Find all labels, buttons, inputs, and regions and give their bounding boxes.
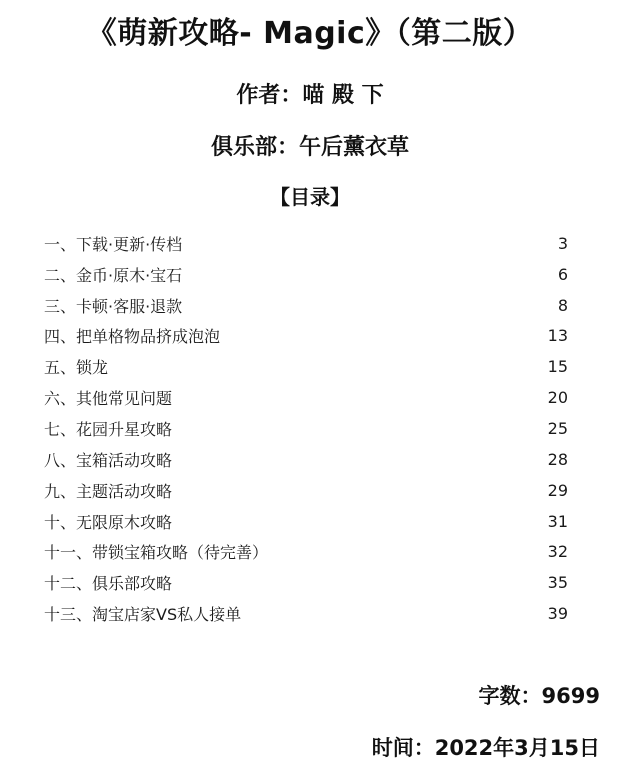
toc-entry-title: 十、无限原木攻略 bbox=[44, 512, 173, 532]
toc-entry bbox=[44, 228, 568, 259]
toc-entry-title: 六、其他常见问题 bbox=[44, 389, 173, 409]
publish-date: 时间：2022年3月15日 bbox=[371, 736, 600, 760]
toc-entry bbox=[44, 567, 568, 598]
toc-entry-title: 十二、俱乐部攻略 bbox=[44, 574, 173, 594]
toc-entry-page: 20 bbox=[547, 388, 568, 408]
toc-entry bbox=[44, 444, 568, 475]
toc-entry bbox=[44, 598, 568, 629]
document-title: 《萌新攻略- Magic》（第二版） bbox=[86, 16, 534, 51]
toc-entry-title: 八、宝箱活动攻略 bbox=[44, 450, 173, 470]
toc-entry bbox=[44, 413, 568, 444]
toc-entry-title: 九、主题活动攻略 bbox=[44, 481, 173, 501]
toc-entry-page: 25 bbox=[547, 418, 568, 438]
toc-entry-page: 32 bbox=[547, 542, 568, 562]
toc-entry bbox=[44, 351, 568, 382]
toc-entry-page: 35 bbox=[547, 573, 568, 593]
toc-entry-page: 8 bbox=[557, 295, 568, 315]
toc-entry-page: 31 bbox=[547, 511, 568, 531]
toc-entry-page: 6 bbox=[557, 264, 568, 284]
toc-entry-title: 四、把单格物品挤成泡泡 bbox=[44, 327, 221, 347]
toc-entry bbox=[44, 536, 568, 567]
toc-entry bbox=[44, 382, 568, 413]
toc-entry-page: 29 bbox=[547, 480, 568, 500]
toc-heading: 【目录】 bbox=[270, 185, 350, 209]
toc-entry-title: 二、金币·原木·宝石 bbox=[44, 265, 183, 285]
toc-entry bbox=[44, 290, 568, 321]
toc-entry-page: 3 bbox=[557, 233, 568, 253]
toc-entry-title: 一、下载·更新·传档 bbox=[44, 234, 183, 254]
toc-entry-page: 15 bbox=[547, 357, 568, 377]
toc-entry-page: 28 bbox=[547, 449, 568, 469]
toc-entry-page: 39 bbox=[547, 604, 568, 624]
toc-entry-title: 三、卡顿·客服·退款 bbox=[44, 296, 183, 316]
toc-entry bbox=[44, 506, 568, 537]
club-line: 俱乐部：午后薰衣草 bbox=[210, 135, 409, 160]
toc-entry bbox=[44, 321, 568, 352]
toc-entry-title: 十一、带锁宝箱攻略（待完善） bbox=[44, 543, 269, 563]
toc-entry bbox=[44, 259, 568, 290]
toc-entry-title: 十三、淘宝店家VS私人接单 bbox=[44, 605, 242, 625]
author-line: 作者：喵 殿 下 bbox=[236, 83, 384, 108]
toc-entry bbox=[44, 475, 568, 506]
table-of-contents bbox=[44, 228, 568, 629]
word-count: 字数：9699 bbox=[478, 684, 600, 708]
toc-entry-page: 13 bbox=[547, 326, 568, 346]
toc-entry-title: 七、花园升星攻略 bbox=[44, 419, 173, 439]
toc-entry-title: 五、锁龙 bbox=[44, 358, 109, 378]
